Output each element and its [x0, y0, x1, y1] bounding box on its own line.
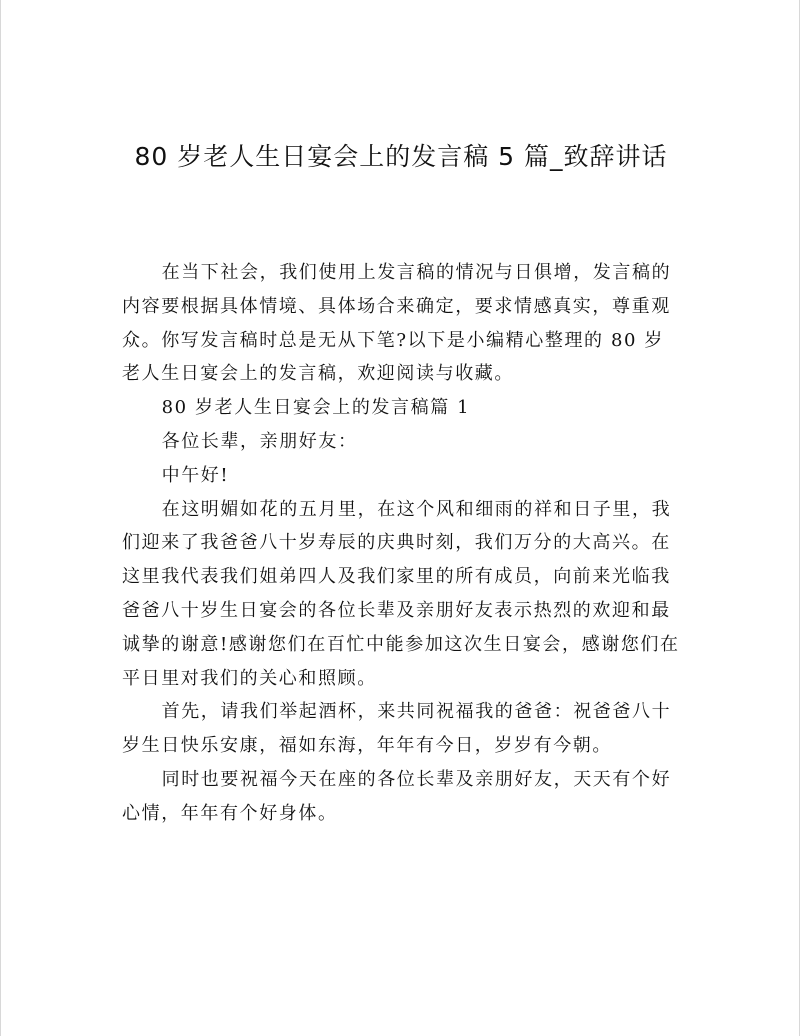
body-paragraph: 在这明媚如花的五月里，在这个风和细雨的祥和日子里，我们迎来了我爸爸八十岁寿辰的庆典时刻，我们万分的大高兴。在这里我代表我们姐弟四人及我们家里的所有成员，向前来光临我爸爸八十岁生日宴会的各位长辈及亲朋好友表示热烈的欢迎和最诚挚的谢意!感谢您们在百忙中能参加这次生日宴会，感谢您们在平日里对我们的关心和照顾。 [122, 498, 680, 689]
document-title: 80 岁老人生日宴会上的发言稿 5 篇_致辞讲话 [134, 142, 668, 171]
document-body [122, 256, 682, 831]
body-paragraph: 同时也要祝福今天在座的各位长辈及亲朋好友，天天有个好心情，年年有个好身体。 [122, 768, 672, 824]
greeting: 中午好! [161, 464, 230, 486]
intro-paragraph: 在当下社会，我们使用上发言稿的情况与日俱增，发言稿的内容要根据具体情境、具体场合来确定，要求情感真实，尊重观众。你写发言稿时总是无从下笔?以下是小编精心整理的 80 岁老人生日宴会上的发言稿，欢迎阅读与收藏。 [122, 262, 672, 385]
body-paragraph: 首先，请我们举起酒杯，来共同祝福我的爸爸：祝爸爸八十岁生日快乐安康，福如东海，年年有今日，岁岁有今朝。 [122, 701, 672, 757]
section-heading: 80 岁老人生日宴会上的发言稿篇 1 [161, 397, 471, 419]
salutation: 各位长辈，亲朋好友： [161, 430, 358, 452]
